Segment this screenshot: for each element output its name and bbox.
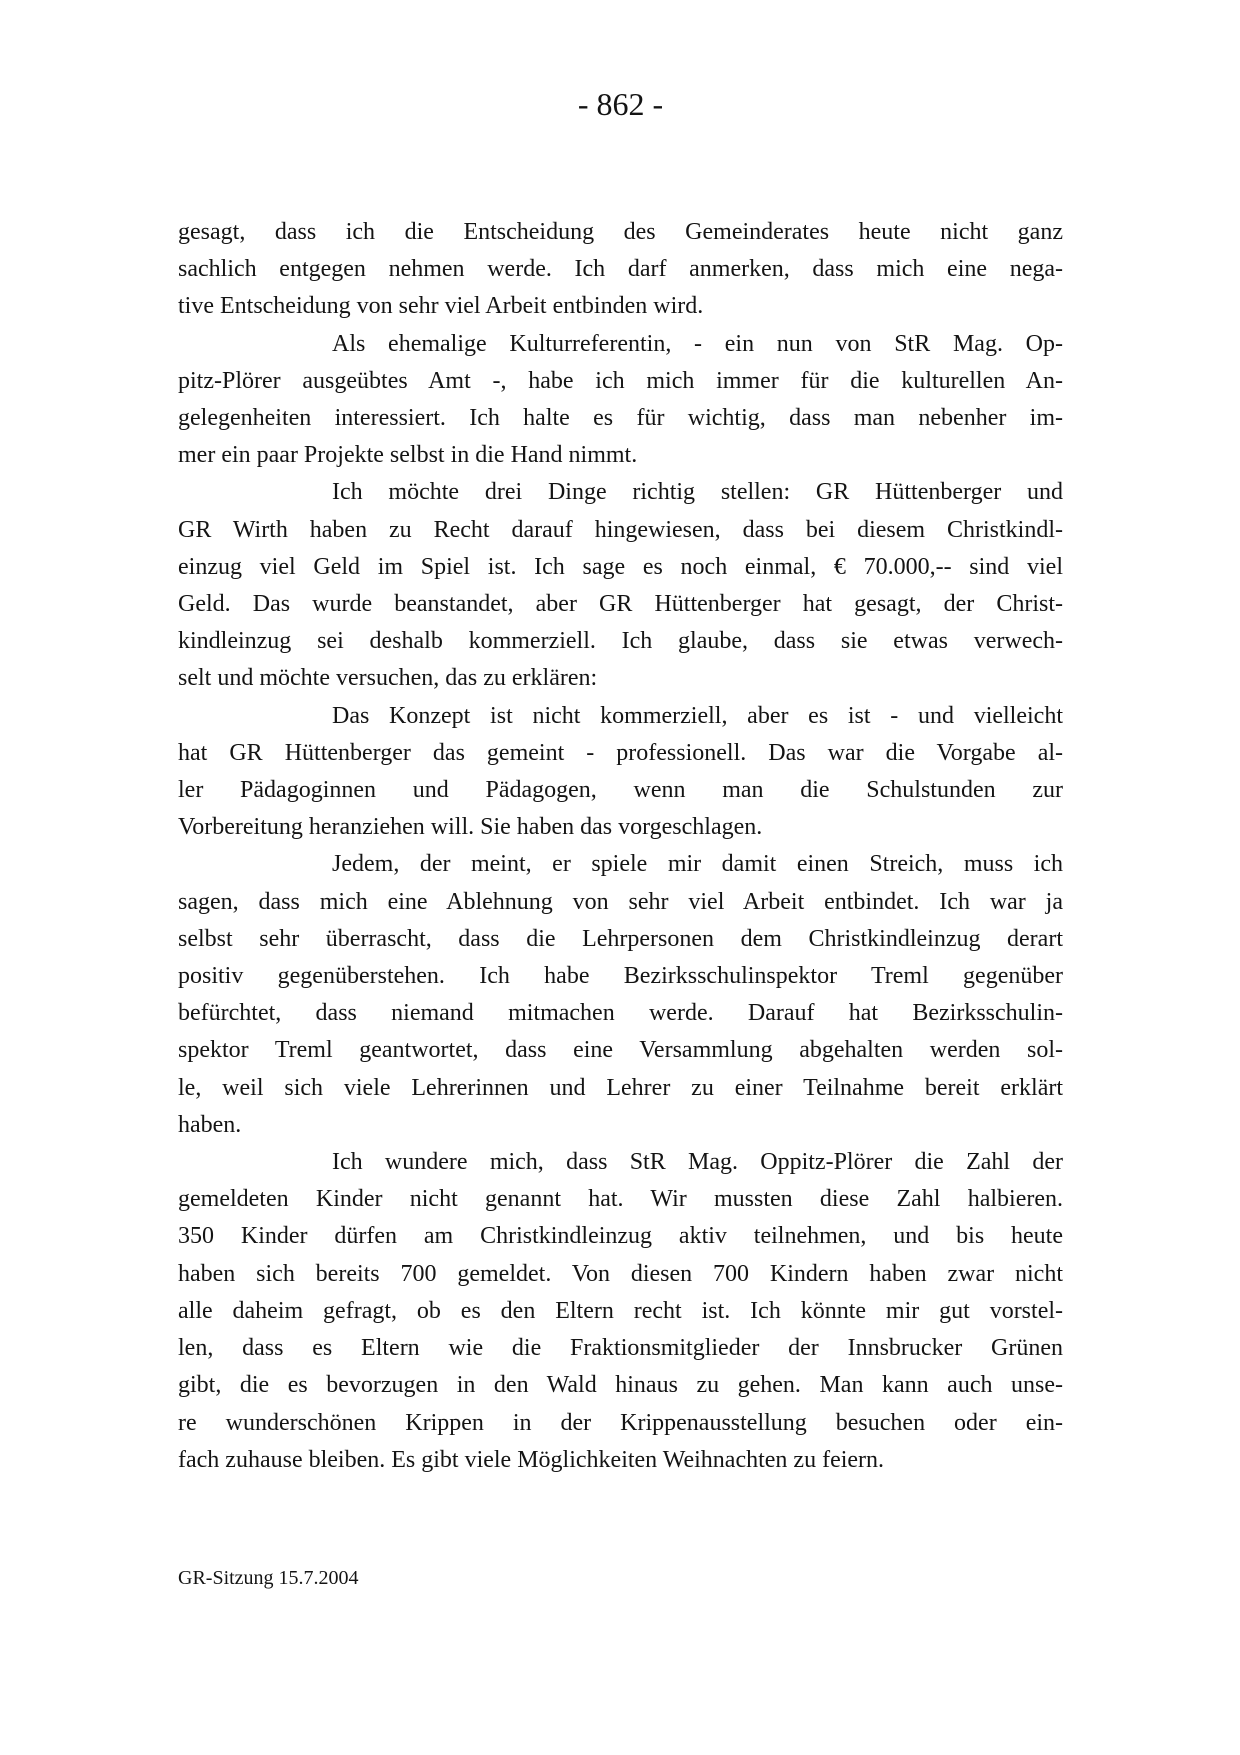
text-line: le, weil sich viele Lehrerinnen und Lehrer zu einer Teilnahme bereit erklärt xyxy=(178,1074,1063,1101)
text-line: hat GR Hüttenberger das gemeint - professionell. Das war die Vorgabe al- xyxy=(178,739,1063,766)
text-line: len, dass es Eltern wie die Fraktionsmitglieder der Innsbrucker Grünen xyxy=(178,1335,1063,1362)
text-line: Ich wundere mich, dass StR Mag. Oppitz-Plörer die Zahl der xyxy=(332,1149,1063,1176)
page-number: - 862 - xyxy=(577,86,664,122)
text-line: re wunderschönen Krippen in der Krippenausstellung besuchen oder ein- xyxy=(178,1409,1063,1436)
text-line: GR Wirth haben zu Recht darauf hingewiesen, dass bei diesem Christkindl- xyxy=(178,516,1063,543)
text-line: selbst sehr überrascht, dass die Lehrpersonen dem Christkindleinzug derart xyxy=(178,925,1063,952)
text-line: gemeldeten Kinder nicht genannt hat. Wir mussten diese Zahl halbieren. xyxy=(178,1186,1063,1213)
text-line: 350 Kinder dürfen am Christkindleinzug aktiv teilnehmen, und bis heute xyxy=(178,1223,1063,1250)
text-line: einzug viel Geld im Spiel ist. Ich sage es noch einmal, € 70.000,-- sind viel xyxy=(178,553,1063,580)
text-line: positiv gegenüberstehen. Ich habe Bezirksschulinspektor Treml gegenüber xyxy=(178,963,1063,990)
text-line: sachlich entgegen nehmen werde. Ich darf anmerken, dass mich eine nega- xyxy=(178,256,1063,283)
text-line: gelegenheiten interessiert. Ich halte es für wichtig, dass man nebenher im- xyxy=(178,405,1063,432)
text-line: Vorbereitung heranziehen will. Sie haben das vorgeschlagen. xyxy=(178,814,763,841)
text-line: Geld. Das wurde beanstandet, aber GR Hüttenberger hat gesagt, der Christ- xyxy=(178,591,1063,618)
text-line: alle daheim gefragt, ob es den Eltern recht ist. Ich könnte mir gut vorstel- xyxy=(178,1297,1063,1324)
text-line: mer ein paar Projekte selbst in die Hand nimmt. xyxy=(178,442,638,469)
text-line: Das Konzept ist nicht kommerziell, aber es ist - und vielleicht xyxy=(332,702,1063,729)
text-line: befürchtet, dass niemand mitmachen werde. Darauf hat Bezirksschulin- xyxy=(178,1000,1063,1027)
text-line: fach zuhause bleiben. Es gibt viele Möglichkeiten Weihnachten zu feiern. xyxy=(178,1446,885,1473)
text-line: selt und möchte versuchen, das zu erklären: xyxy=(178,665,598,692)
page-footer: GR-Sitzung 15.7.2004 xyxy=(178,1567,359,1589)
text-line: kindleinzug sei deshalb kommerziell. Ich glaube, dass sie etwas verwech- xyxy=(178,628,1063,655)
text-line: spektor Treml geantwortet, dass eine Versammlung abgehalten werden sol- xyxy=(178,1037,1063,1064)
text-line: tive Entscheidung von sehr viel Arbeit entbinden wird. xyxy=(178,293,704,320)
text-line: Als ehemalige Kulturreferentin, - ein nun von StR Mag. Op- xyxy=(332,330,1063,357)
text-line: pitz-Plörer ausgeübtes Amt -, habe ich mich immer für die kulturellen An- xyxy=(178,367,1063,394)
text-line: gesagt, dass ich die Entscheidung des Gemeinderates heute nicht ganz xyxy=(178,219,1063,245)
text-line: ler Pädagoginnen und Pädagogen, wenn man die Schulstunden zur xyxy=(178,777,1063,804)
text-line: Ich möchte drei Dinge richtig stellen: GR Hüttenberger und xyxy=(332,479,1063,506)
document-body xyxy=(178,214,1063,1479)
text-line: Jedem, der meint, er spiele mir damit einen Streich, muss ich xyxy=(332,851,1063,878)
text-line: haben. xyxy=(178,1111,242,1138)
text-line: sagen, dass mich eine Ablehnung von sehr viel Arbeit entbindet. Ich war ja xyxy=(178,888,1063,915)
text-line: haben sich bereits 700 gemeldet. Von diesen 700 Kindern haben zwar nicht xyxy=(178,1260,1063,1287)
text-line: gibt, die es bevorzugen in den Wald hinaus zu gehen. Man kann auch unse- xyxy=(178,1372,1063,1399)
